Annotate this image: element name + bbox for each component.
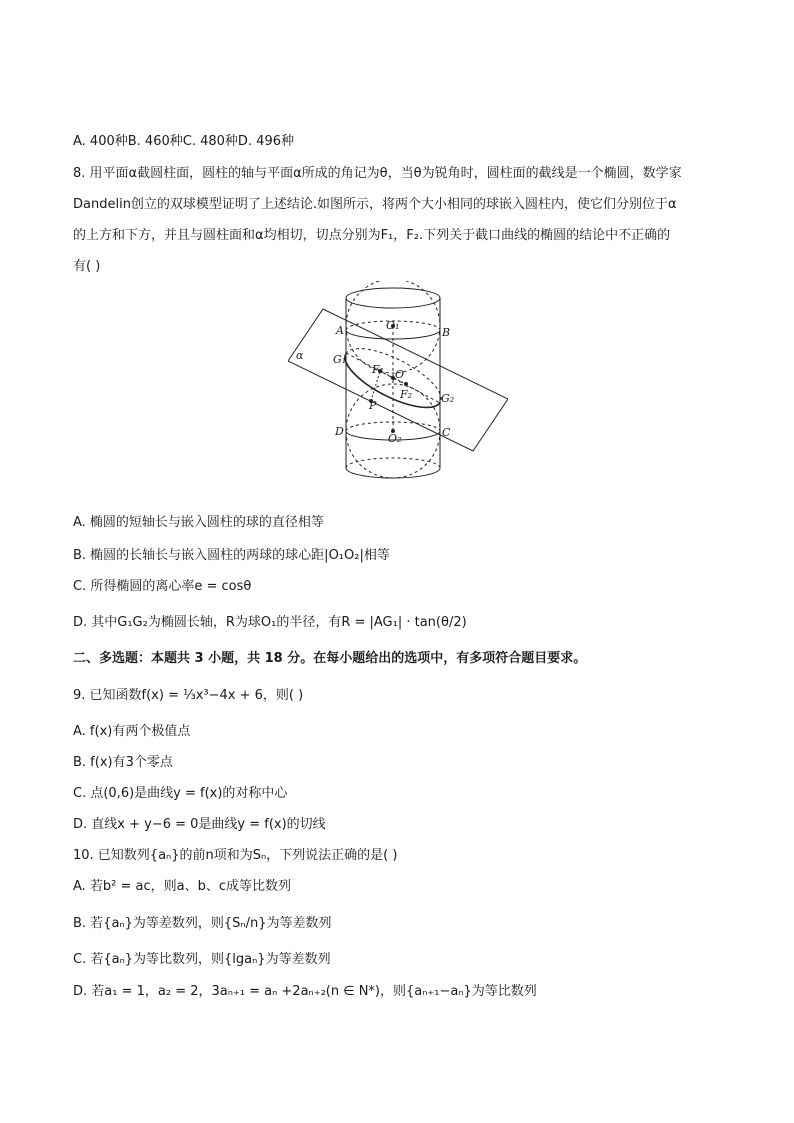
label-o2: O₂ [388, 432, 402, 445]
label-alpha: α [296, 349, 304, 362]
q9-option-c: C. 点(0,6)是曲线y = f(x)的对称中心 [73, 786, 288, 801]
label-p: P [369, 399, 377, 412]
label-f1: F₁ [372, 363, 385, 376]
label-b: B [442, 326, 451, 339]
q8-option-a: A. 椭圆的短轴长与嵌入圆柱的球的直径相等 [73, 515, 324, 530]
q10-stem: 10. 已知数列{aₙ}的前n项和为Sₙ，下列说法正确的是( ) [73, 848, 398, 863]
q10-option-c: C. 若{aₙ}为等比数列，则{lgaₙ}为等差数列 [73, 952, 331, 967]
cylinder-bottom-rim-back [346, 458, 440, 468]
q9-option-b: B. f(x)有3个零点 [73, 755, 173, 770]
cylinder-top-rim [346, 288, 440, 308]
q9-option-a: A. f(x)有两个极值点 [73, 724, 191, 739]
label-a: A [336, 324, 344, 337]
cylinder-bottom-rim-front [346, 468, 440, 478]
section-ellipse-front [337, 354, 440, 419]
q8-option-b: B. 椭圆的长轴长与嵌入圆柱的两球的球心距|O₁O₂|相等 [73, 548, 390, 563]
q8-stem-line-4: 有( ) [73, 259, 101, 274]
label-o: O [395, 368, 405, 381]
q8-option-d: D. 其中G₁G₂为椭圆长轴，R为球O₁的半径，有R = |AG₁| · tan(θ/2) [73, 615, 467, 630]
q10-option-d: D. 若a₁ = 1，a₂ = 2，3aₙ₊₁ = aₙ +2aₙ₊₂(n ∈ N*)，则{aₙ₊₁−aₙ}为等比数列 [73, 984, 537, 999]
label-c: C [442, 426, 451, 439]
q8-stem-line-2: Dandelin创立的双球模型证明了上述结论.如图所示，将两个大小相同的球嵌入圆柱内，使它们分别位于α [73, 197, 677, 212]
q10-option-a: A. 若b² = ac，则a、b、c成等比数列 [73, 879, 292, 894]
label-g1: G₁ [333, 353, 347, 366]
label-d: D [335, 425, 344, 438]
q10-option-b: B. 若{aₙ}为等差数列，则{Sₙ/n}为等差数列 [73, 916, 332, 931]
point-f2 [405, 383, 408, 386]
label-o1: O₁ [386, 319, 400, 332]
q9-stem: 9. 已知函数f(x) = ⅓x³−4x + 6，则( ) [73, 688, 304, 703]
q7-options: A. 400种B. 460种C. 480种D. 496种 [73, 134, 294, 149]
q8-stem-line-3: 的上方和下方，并且与圆柱面和α均相切，切点分别为F₁，F₂.下列关于截口曲线的椭圆的结论中不正确的 [73, 228, 671, 243]
label-g2: G₂ [441, 392, 455, 405]
dandelin-spheres-figure [288, 281, 508, 491]
section-2-heading: 二、多选题：本题共 3 小题，共 18 分。在每小题给出的选项中，有多项符合题目要求。 [73, 651, 587, 666]
q8-stem-line-1: 8. 用平面α截圆柱面，圆柱的轴与平面α所成的角记为θ，当θ为锐角时，圆柱面的截线是一个椭圆，数学家 [73, 166, 682, 181]
q9-option-d: D. 直线x + y−6 = 0是曲线y = f(x)的切线 [73, 817, 326, 832]
q8-option-c: C. 所得椭圆的离心率e = cosθ [73, 579, 252, 594]
label-f2: F₂ [400, 388, 413, 401]
